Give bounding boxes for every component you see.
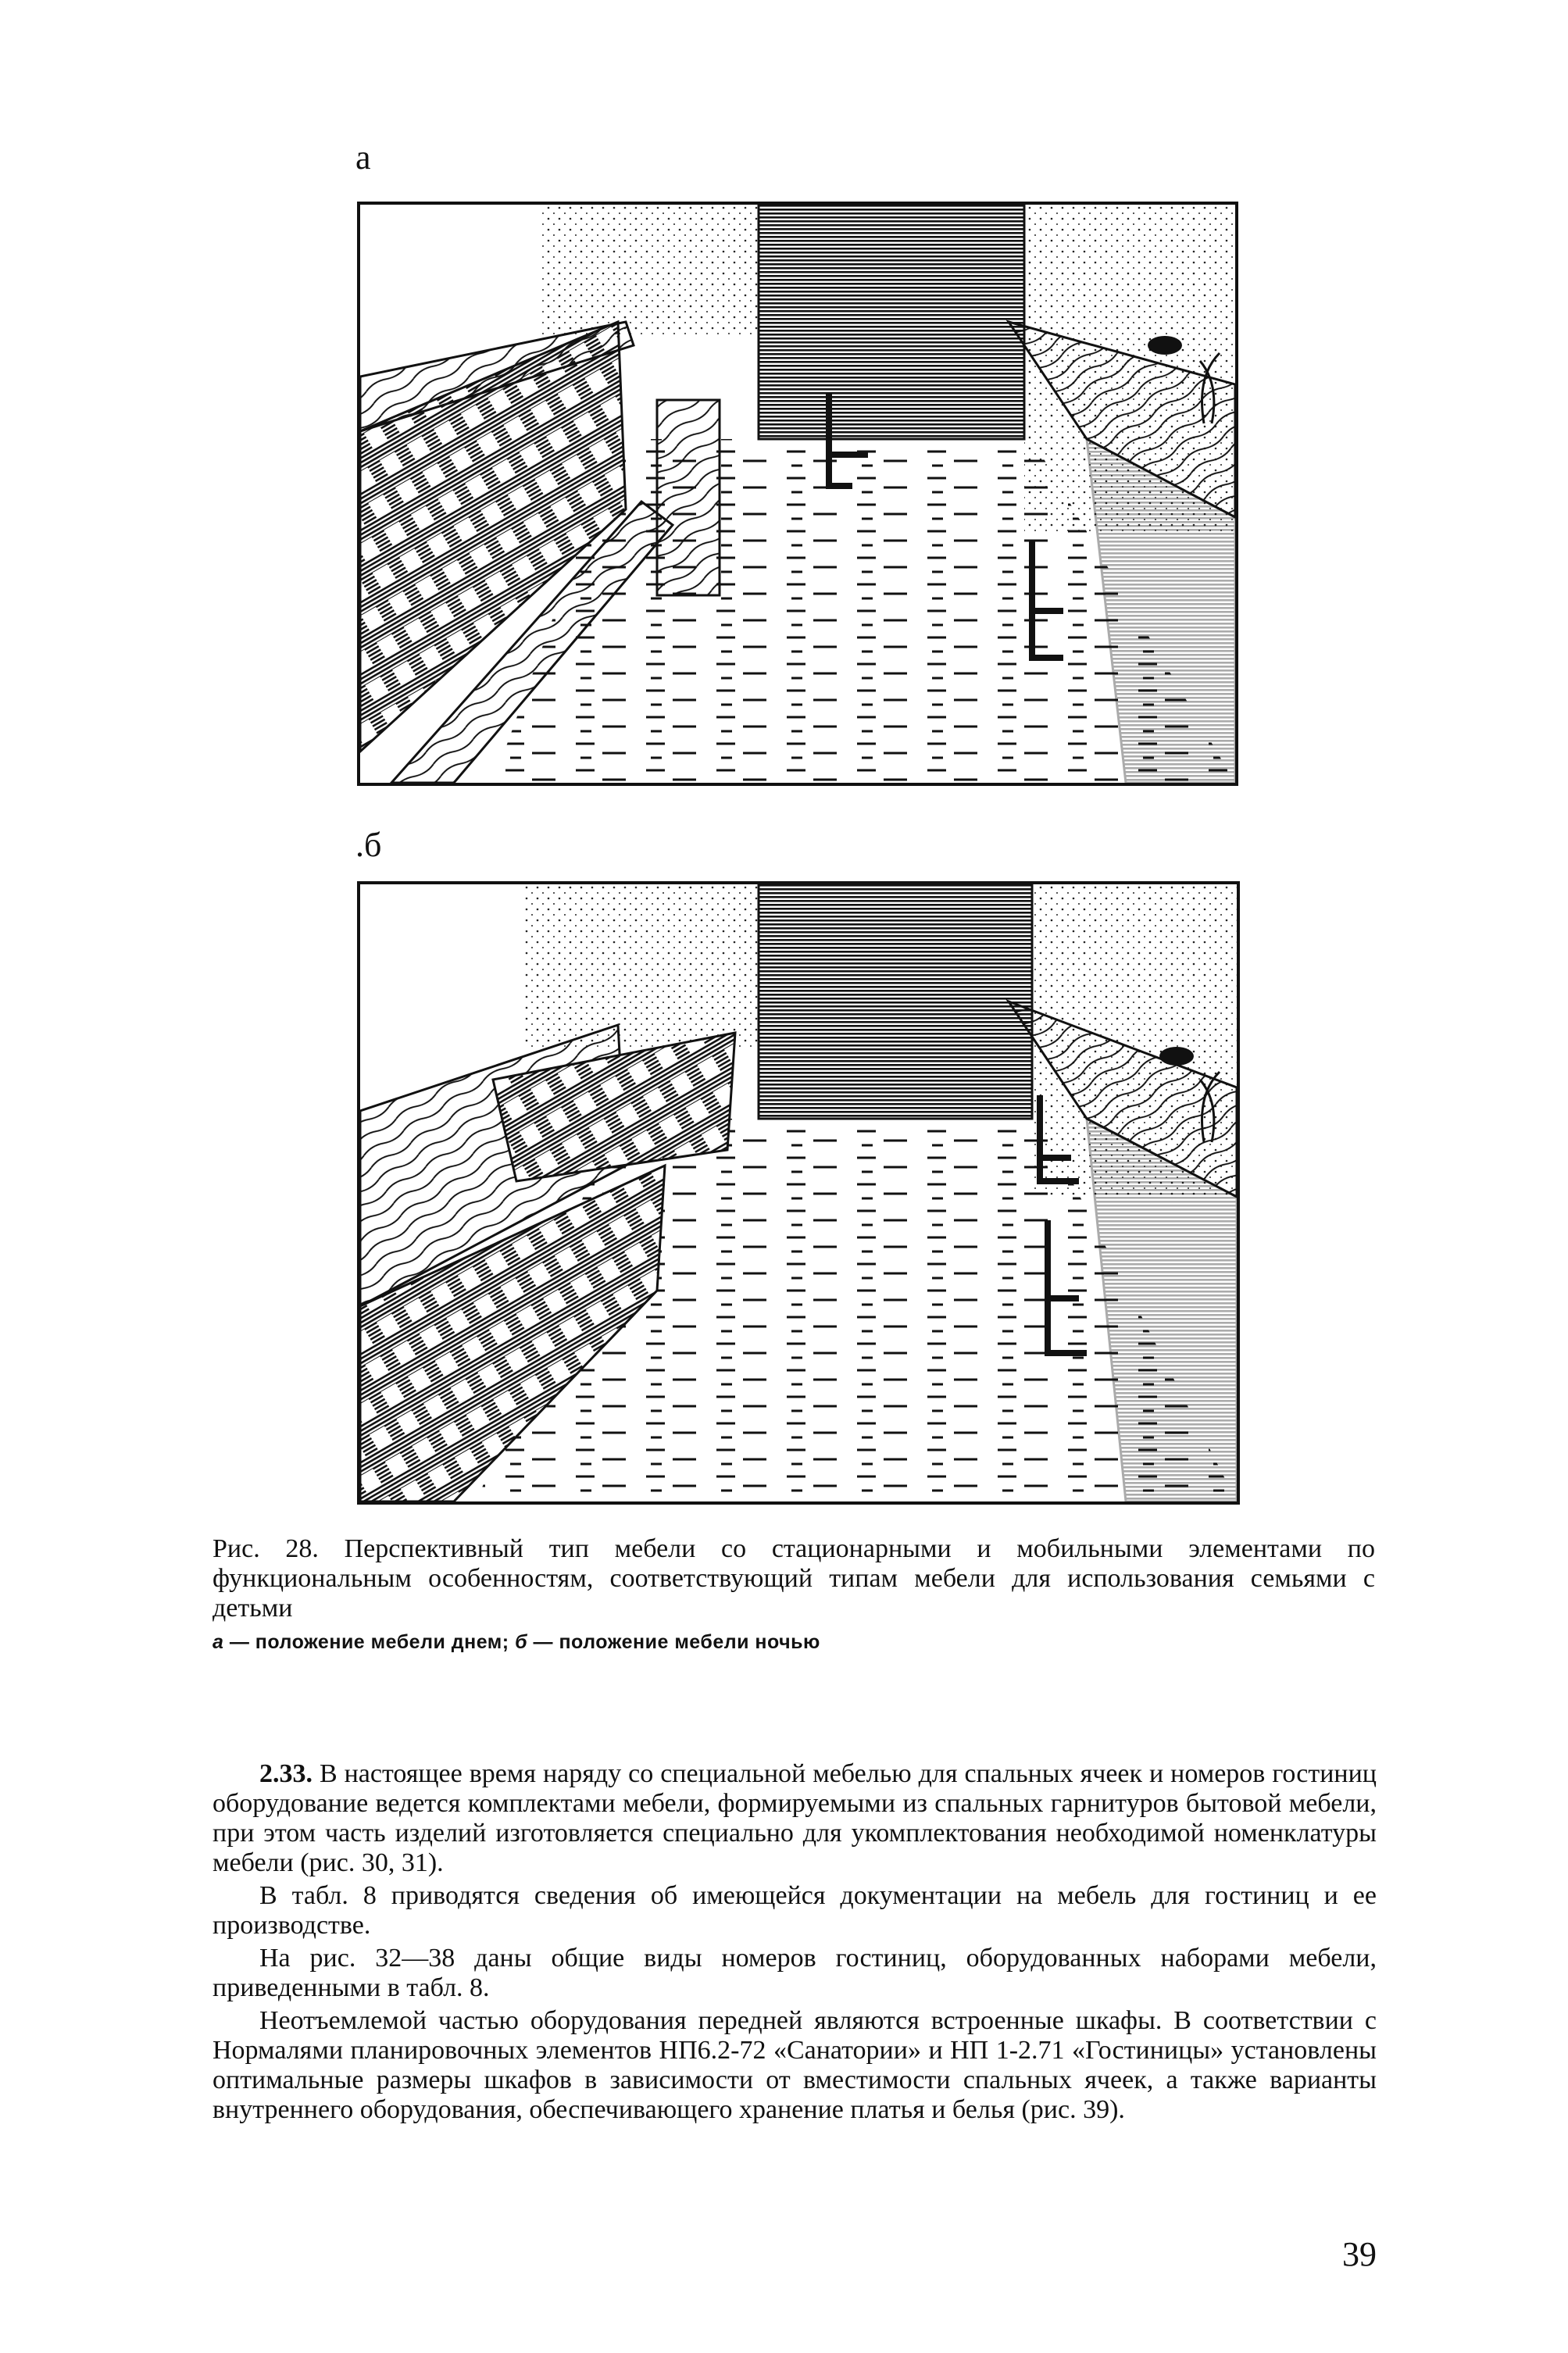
room-day-drawing xyxy=(360,205,1235,783)
figure-legend xyxy=(213,1631,820,1654)
figure-a-label: а xyxy=(355,138,371,177)
figure-b-illustration xyxy=(357,881,1240,1505)
room-night-drawing xyxy=(360,884,1237,1501)
legend-b-letter: б xyxy=(515,1631,528,1653)
paragraph-figures: На рис. 32—38 даны общие виды номеров гостиниц, оборудованных наборами мебели, приведенными в табл. 8. xyxy=(213,1944,1377,2002)
paragraph-2-33-text: В настоящее время наряду со специальной мебелью для спальных ячеек и номеров гостиниц оборудование ведется комплектами мебели, формируемыми из спальных гарнитуров бытовой мебели, при этом часть изделий изготовляется специально для укомплектования необходимой номенклатуры мебели (рис. 30, 31). xyxy=(213,1759,1377,1877)
paragraph-table-8: В табл. 8 приводятся сведения об имеющейся документации на мебель для гостиниц и ее производстве. xyxy=(213,1881,1377,1940)
section-number: 2.33. xyxy=(259,1759,313,1788)
figure-caption: Рис. 28. Перспективный тип мебели со стационарными и мобильными элементами по функциональным особенностям, соответствующий типам мебели для использования семьями с детьми xyxy=(213,1534,1375,1623)
body-text xyxy=(213,1759,1377,2128)
legend-a-text: — положение мебели днем; xyxy=(223,1631,516,1653)
legend-b-text: — положение мебели ночью xyxy=(527,1631,820,1653)
figure-a-illustration xyxy=(357,202,1238,786)
figure-b-label: .б xyxy=(355,826,382,864)
page-number: 39 xyxy=(1342,2235,1377,2273)
legend-a-letter: а xyxy=(213,1631,224,1653)
paragraph-2-33 xyxy=(213,1759,1377,1878)
paragraph-wardrobes: Неотъемлемой частью оборудования передней являются встроенные шкафы. В соответствии с Нормалями планировочных элементов НП6.2-72 «Санатории» и НП 1-2.71 «Гостиницы» установлены оптимальные размеры шкафов в зависимости от вместимости спальных ячеек, а также варианты внутреннего оборудования, обеспечивающего хранение платья и белья (рис. 39). xyxy=(213,2006,1377,2124)
